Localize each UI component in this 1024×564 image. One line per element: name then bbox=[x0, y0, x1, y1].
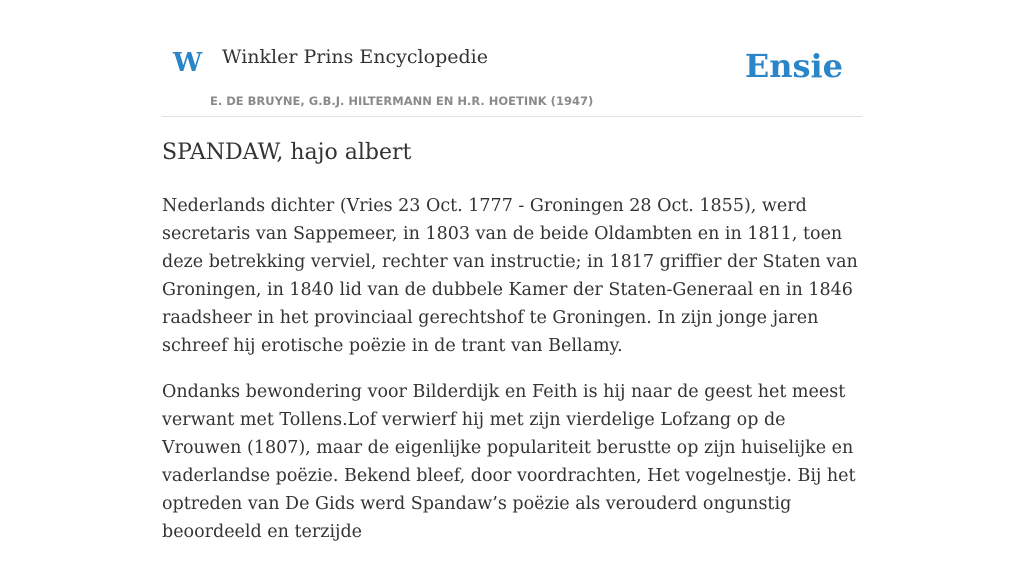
source-logo-icon: W bbox=[173, 48, 203, 78]
article-paragraph: Nederlands dichter (Vries 23 Oct. 1777 - Groningen 28 Oct. 1855), werd secretaris van Sappemeer, in 1803 van de beide Oldambten en in 1811, toen deze betrekking verviel, rechter van instructie; in 1817 griffier der Staten van Groningen, in 1840 lid van de dubbele Kamer der Staten-Generaal en in 1846 raadsheer in het provinciaal gerechtshof te Groningen. In zijn jonge jaren schreef hij erotische poëzie in de trant van Bellamy. bbox=[162, 196, 858, 356]
article-paragraph: Ondanks bewondering voor Bilderdijk en Feith is hij naar de geest het meest verwant met Tollens.Lof verwierf hij met zijn vierdelige Lofzang op de Vrouwen (1807), maar de eigenlijke populariteit berustte op zijn huiselijke en vaderlandse poëzie. Bekend bleef, door voordrachten, Het vogelnestje. Bij het optreden van De Gids werd Spandaw’s poëzie als verouderd ongunstig beoordeeld en terzijde bbox=[162, 382, 856, 542]
source-authors: E. DE BRUYNE, G.B.J. HILTERMANN EN H.R. HOETINK (1947) bbox=[210, 94, 594, 108]
brand-logo[interactable]: Ensie bbox=[744, 47, 843, 85]
source-header bbox=[162, 0, 862, 117]
article-title: SPANDAW, hajo albert bbox=[162, 140, 412, 165]
source-title[interactable]: Winkler Prins Encyclopedie bbox=[222, 46, 488, 68]
article-body bbox=[162, 192, 862, 564]
